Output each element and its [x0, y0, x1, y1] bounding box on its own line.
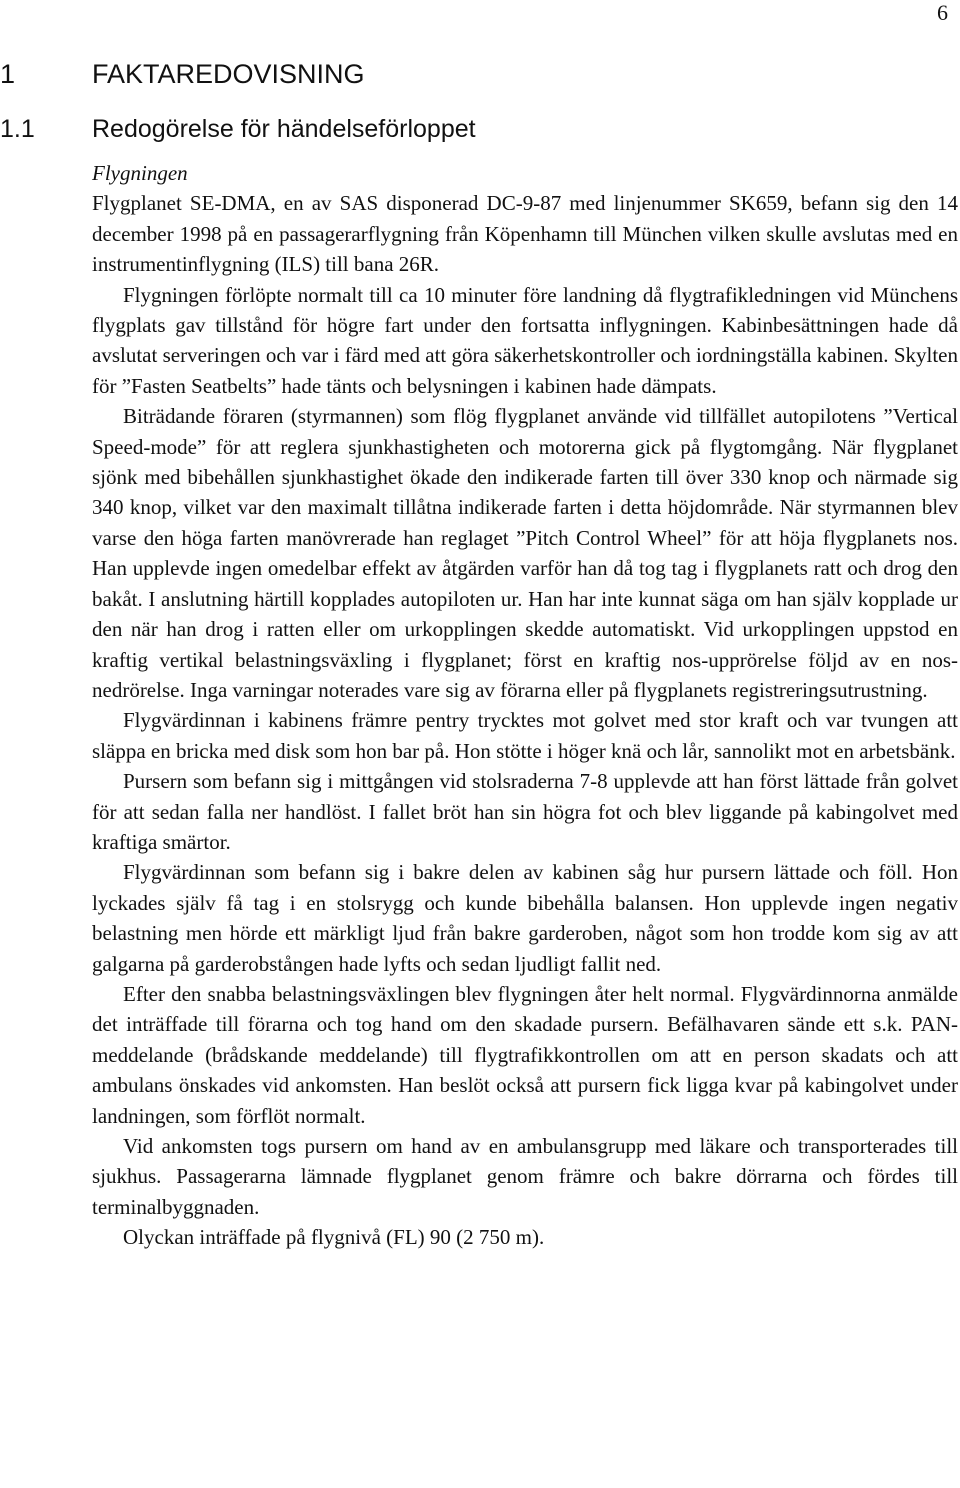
subsection-title: Redogörelse för händelseförloppet	[92, 115, 476, 143]
paragraph: Flygvärdinnan som befann sig i bakre delen av kabinen såg hur pursern lättade och föll. Hon lyckades själv få tag i en stolsrygg och kunde bibehålla balansen. Hon upplevde ingen negativ belastning men hörde ett märkligt ljud från bakre garderoben, något som hon trodde kom sig av att galgarna på garderobstången hade lyfts och sedan ljudligt fallit ned.	[92, 860, 958, 976]
section-heading	[0, 56, 365, 92]
paragraph: Olyckan inträffade på flygnivå (FL) 90 (2 750 m).	[123, 1225, 545, 1250]
paragraph: Flygvärdinnan i kabinens främre pentry trycktes mot golvet med stor kraft och var tvungen att släppa en bricka med disk som hon bar på. Hon stötte i höger knä och lår, sannolikt mot en arbetsbänk.	[92, 708, 958, 763]
subheading: Flygningen	[92, 161, 188, 185]
subsection-number: 1.1	[0, 115, 35, 143]
paragraph: Pursern som befann sig i mittgången vid stolsraderna 7-8 upplevde att han först lättade från golvet för att sedan falla ner handlöst. I fallet bröt han sin högra fot och blev liggande på kabingolvet med kraftiga smärtor.	[92, 769, 958, 854]
paragraph: Biträdande föraren (styrmannen) som flög flygplanet använde vid tillfället autopilotens ”Vertical Speed-mode” för att reglera sjunkhastigheten och motorerna gick på flygtomgång. När flygplanet sjönk med bibehållen sjunkhastighet ökade den indikerade farten till över 330 knop och närmade sig 340 knop, vilket var den maximalt tillåtna indikerade farten i detta höjdområde. När styrmannen blev varse den höga farten manövrerade han reglaget ”Pitch Control Wheel” för att höja flygplanets nos. Han upplevde ingen omedelbar effekt av åtgärden varför han då tog tag i flygplanets ratt och drog den bakåt. I anslutning härtill kopplades autopiloten ur. Han har inte kunnat säga om han själv kopplade ur den när han drog i ratten eller om urkopplingen skedde automatiskt. Vid urkopplingen uppstod en kraftig vertikal belastningsväxling i flygplanet; först en kraftig nos-upprörelse följd av en nos-nedrörelse. Inga varningar noterades vare sig av förarna eller på flygplanets registreringsutrustning.	[92, 404, 958, 702]
subsection-heading	[0, 112, 476, 146]
section-number: 1	[0, 59, 16, 89]
body-text	[92, 158, 958, 1253]
paragraph: Flygningen förlöpte normalt till ca 10 minuter före landning då flygtrafikledningen vid Münchens flygplats gav tillstånd för högre fart under den fortsatta inflygningen. Kabinbesättningen hade då avslutat serveringen och var i färd med att göra säkerhetskontroller och iordningställa kabinen. Skylten för ”Fasten Seatbelts” hade tänts och belysningen i kabinen hade dämpats.	[92, 282, 958, 398]
section-title: FAKTAREDOVISNING	[92, 59, 365, 89]
paragraph: Flygplanet SE-DMA, en av SAS disponerad DC-9-87 med linjenummer SK659, befann sig den 14 december 1998 på en passagerarflygning från Köpenhamn till München vilken skulle avslutas med en instrumentinflygning (ILS) till bana 26R.	[92, 191, 958, 277]
paragraph: Efter den snabba belastningsväxlingen blev flygningen åter helt normal. Flygvärdinnorna anmälde det inträffade till förarna och tog hand om den skadade pursern. Befälhavaren sände ett s.k. PAN-meddelande (brådskande meddelande) till flygtrafikkontrollen om att en person skadats och att ambulans önskades vid ankomsten. Han beslöt också att pursern fick ligga kvar på kabingolvet under landningen, som förflöt normalt.	[92, 981, 958, 1128]
paragraph: Vid ankomsten togs pursern om hand av en ambulansgrupp med läkare och transporterades till sjukhus. Passagerarna lämnade flygplanet genom främre och bakre dörrarna och fördes till terminalbyggnaden.	[92, 1134, 958, 1219]
page-number: 6	[937, 0, 948, 25]
